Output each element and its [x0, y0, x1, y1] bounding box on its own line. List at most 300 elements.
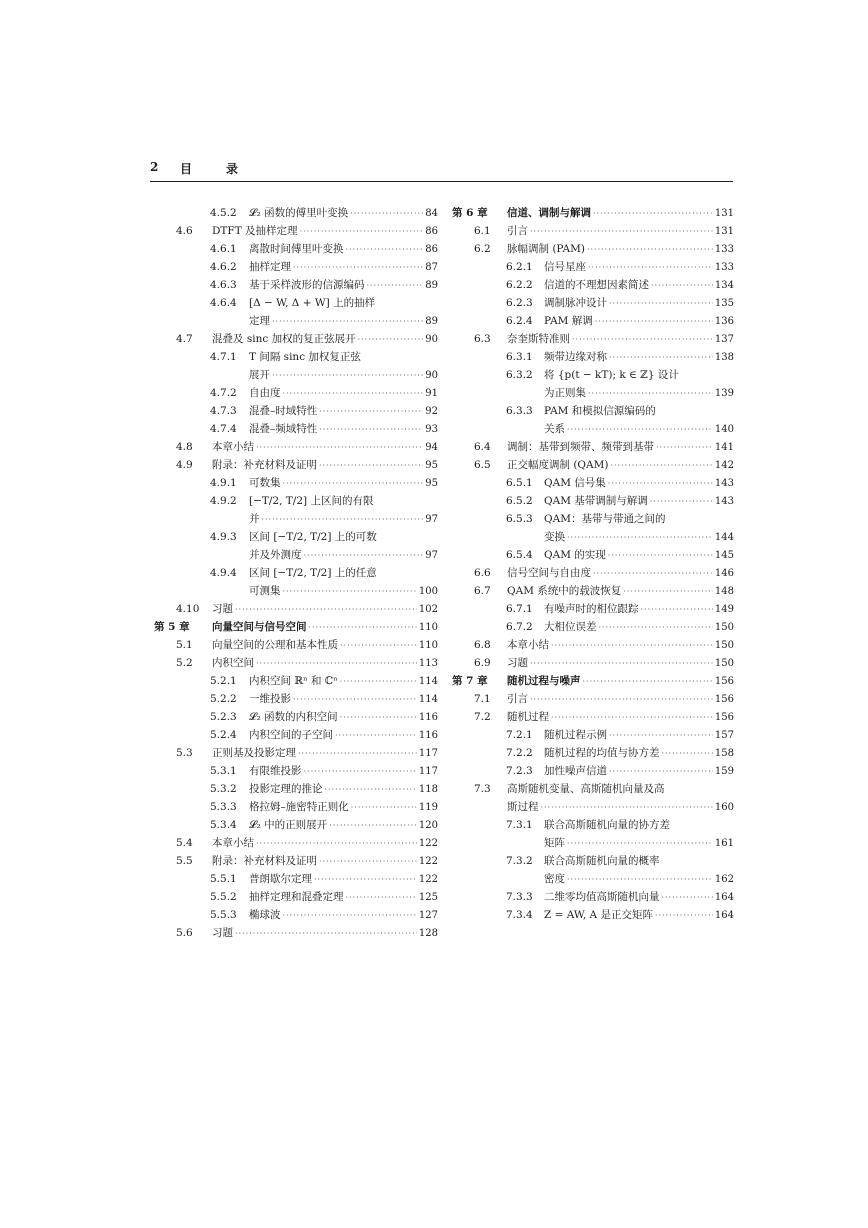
toc-entry[interactable] [154, 258, 438, 276]
toc-entry[interactable] [452, 672, 734, 690]
toc-entry[interactable] [452, 474, 734, 492]
toc-page-number: 141 [714, 442, 734, 453]
toc-entry-number: 6.5.3 [506, 513, 533, 525]
toc-entry-number: 7.3.4 [506, 909, 533, 921]
toc-page-number: 144 [714, 532, 734, 543]
toc-entry[interactable] [452, 600, 734, 618]
toc-entry-number: 7.1 [474, 693, 491, 705]
toc-entry-number: 4.7.3 [210, 405, 237, 417]
toc-leader-dots [329, 817, 417, 835]
toc-entry[interactable] [452, 204, 734, 222]
toc-right-column [452, 204, 734, 924]
toc-entry-title: 普朗歇尔定理 [249, 873, 312, 885]
toc-leader-dots [283, 907, 417, 925]
toc-entry-number: 4.7 [176, 333, 193, 345]
toc-entry-number: 5.6 [176, 927, 193, 939]
toc-page-number: 86 [425, 226, 438, 237]
toc-page-number: 133 [714, 244, 734, 255]
toc-leader-dots [608, 547, 713, 565]
toc-entry-title: QAM 系统中的载波恢复 [507, 585, 622, 597]
toc-entry[interactable] [452, 240, 734, 258]
toc-entry-number: 5.3.4 [210, 819, 237, 831]
toc-page-number: 118 [418, 784, 438, 795]
toc-entry-title: QAM 信号集 [544, 477, 606, 489]
toc-entry[interactable] [154, 600, 438, 618]
toc-page-number: 116 [418, 712, 438, 723]
toc-entry-number: 4.9.3 [210, 531, 237, 543]
toc-page-number: 143 [714, 496, 734, 507]
toc-entry-number: 6.7.1 [506, 603, 533, 615]
toc-entry-title: 区间 [−T/2, T/2] 上的可数 [249, 531, 377, 543]
toc-entry-title: 信号星座 [544, 261, 586, 273]
toc-entry[interactable] [154, 348, 438, 384]
toc-entry-title: 展开 [249, 369, 270, 381]
toc-leader-dots [351, 799, 417, 817]
toc-entry[interactable] [154, 654, 438, 672]
toc-leader-dots [256, 439, 423, 457]
toc-entry-title: 脉幅调制 (PAM) [507, 243, 585, 255]
toc-page-number: 97 [425, 514, 438, 525]
toc-leader-dots [319, 403, 423, 421]
toc-leader-dots [300, 223, 424, 241]
toc-entry[interactable] [452, 510, 734, 546]
toc-entry-number: 4.6.3 [210, 279, 237, 291]
toc-page-number: 84 [425, 208, 438, 219]
toc-entry[interactable] [154, 834, 438, 852]
toc-page-number: 150 [714, 640, 734, 651]
toc-entry-title: 信号空间与自由度 [507, 567, 591, 579]
toc-leader-dots [608, 475, 713, 493]
toc-leader-dots [651, 277, 713, 295]
toc-entry[interactable] [154, 474, 438, 492]
toc-entry-title: 联合高斯随机向量的概率 [544, 855, 660, 867]
toc-entry-title: 向量空间与信号空间 [212, 621, 307, 633]
toc-page-number: 148 [714, 586, 734, 597]
toc-entry-title: 𝓛₂ 函数的内积空间 [249, 711, 338, 723]
toc-leader-dots [567, 529, 713, 547]
toc-entry-title: [Δ − W, Δ + W] 上的抽样 [249, 297, 376, 309]
toc-entry-number: 5.5.3 [210, 909, 237, 921]
toc-leader-dots [609, 295, 713, 313]
toc-entry-title: 变换 [544, 531, 565, 543]
toc-entry-title: 格拉姆–施密特正则化 [249, 801, 349, 813]
toc-entry-title: 信道、调制与解调 [507, 207, 591, 219]
toc-entry-title: 引言 [507, 693, 528, 705]
toc-entry[interactable] [154, 222, 438, 240]
toc-entry[interactable] [452, 492, 734, 510]
toc-page-number: 116 [418, 730, 438, 741]
toc-entry-title: 习题 [212, 603, 233, 615]
toc-entry-title: QAM：基带与带通之间的 [544, 513, 666, 525]
toc-entry-number: 4.10 [176, 603, 200, 615]
toc-leader-dots [650, 493, 713, 511]
toc-entry-number: 5.5 [176, 855, 193, 867]
toc-entry-title: 随机过程 [507, 711, 549, 723]
toc-entry[interactable] [154, 798, 438, 816]
toc-entry-title: 调制脉冲设计 [544, 297, 607, 309]
toc-leader-dots [298, 745, 417, 763]
toc-entry-number: 7.2 [474, 711, 491, 723]
toc-entry-number: 5.2.1 [210, 675, 237, 687]
toc-leader-dots [551, 637, 713, 655]
toc-leader-dots [530, 223, 713, 241]
toc-entry[interactable] [154, 888, 438, 906]
toc-entry-number: 5.2.4 [210, 729, 237, 741]
toc-entry-title: 𝓛₂ 中的正则展开 [249, 819, 328, 831]
toc-entry[interactable] [154, 690, 438, 708]
toc-leader-dots [335, 727, 417, 745]
toc-entry[interactable] [452, 402, 734, 438]
toc-entry[interactable] [452, 456, 734, 474]
toc-entry-title: QAM 基带调制与解调 [544, 495, 648, 507]
toc-entry-number: 6.5.4 [506, 549, 533, 561]
toc-leader-dots [583, 673, 713, 691]
toc-entry-number: 7.3.1 [506, 819, 533, 831]
toc-entry[interactable] [154, 744, 438, 762]
toc-page-number: 156 [714, 712, 734, 723]
toc-page-number: 125 [418, 892, 438, 903]
toc-entry-number: 第 7 章 [452, 675, 488, 687]
toc-entry[interactable] [452, 222, 734, 240]
toc-entry[interactable] [154, 780, 438, 798]
toc-leader-dots [325, 781, 417, 799]
toc-entry[interactable] [452, 744, 734, 762]
toc-page-number: 91 [425, 388, 438, 399]
toc-page-number: 95 [425, 478, 438, 489]
toc-entry-title: 向量空间的公理和基本性质 [212, 639, 338, 651]
toc-page-number: 110 [418, 622, 438, 633]
toc-entry-title: 斯过程 [507, 801, 539, 813]
toc-entry[interactable] [154, 852, 438, 870]
toc-leader-dots [595, 313, 713, 331]
toc-entry[interactable] [452, 366, 734, 402]
toc-leader-dots [530, 655, 713, 673]
toc-entry-number: 4.6.2 [210, 261, 237, 273]
toc-entry[interactable] [154, 906, 438, 924]
toc-page-number: 97 [425, 550, 438, 561]
toc-entry-title: 抽样定理 [249, 261, 291, 273]
toc-entry[interactable] [452, 762, 734, 780]
toc-leader-dots [256, 655, 417, 673]
toc-entry-number: 6.5.1 [506, 477, 533, 489]
toc-page-number: 128 [418, 928, 438, 939]
toc-entry-number: 6.3.1 [506, 351, 533, 363]
toc-entry-title: 内积空间 [212, 657, 254, 669]
toc-entry-title: 引言 [507, 225, 528, 237]
toc-page-number: 122 [418, 838, 438, 849]
toc-leader-dots [358, 331, 424, 349]
toc-page-number: 119 [418, 802, 438, 813]
toc-entry[interactable] [154, 456, 438, 474]
toc-entry-title: 𝓛₂ 函数的傅里叶变换 [249, 207, 349, 219]
toc-page-number: 86 [425, 244, 438, 255]
toc-page-number: 114 [418, 694, 438, 705]
toc-entry-number: 6.2.4 [506, 315, 533, 327]
toc-leader-dots [593, 565, 713, 583]
toc-entry-number: 4.7.2 [210, 387, 237, 399]
toc-leader-dots [587, 241, 713, 259]
toc-entry-title: PAM 解调 [544, 315, 593, 327]
toc-leader-dots [304, 547, 424, 565]
toc-page-number: 92 [425, 406, 438, 417]
toc-leader-dots [319, 457, 423, 475]
toc-entry-title: 并 [249, 513, 260, 525]
toc-entry[interactable] [154, 816, 438, 834]
toc-entry[interactable] [154, 636, 438, 654]
toc-entry[interactable] [452, 564, 734, 582]
toc-page-number: 143 [714, 478, 734, 489]
toc-entry-title: 本章小结 [507, 639, 549, 651]
toc-entry-title: 密度 [544, 873, 565, 885]
toc-entry-title: 内积空间的子空间 [249, 729, 333, 741]
header-title-char-2: 录 [226, 162, 239, 176]
toc-entry-title: 本章小结 [212, 441, 254, 453]
toc-entry-title: 椭球波 [249, 909, 281, 921]
toc-leader-dots [319, 853, 417, 871]
toc-entry-title: 大相位误差 [544, 621, 597, 633]
toc-leader-dots [235, 601, 417, 619]
toc-entry-title: 附录：补充材料及证明 [212, 459, 317, 471]
toc-page-number: 137 [714, 334, 734, 345]
toc-leader-dots [567, 421, 713, 439]
toc-entry[interactable] [452, 330, 734, 348]
toc-entry[interactable] [154, 294, 438, 330]
toc-page-number: 117 [418, 748, 438, 759]
toc-entry-number: 5.5.1 [210, 873, 237, 885]
toc-entry-title: 正交幅度调制 (QAM) [507, 459, 609, 471]
toc-leader-dots [340, 637, 417, 655]
toc-entry[interactable] [154, 870, 438, 888]
toc-entry-title: 附录：补充材料及证明 [212, 855, 317, 867]
toc-leader-dots [256, 835, 417, 853]
toc-entry[interactable] [154, 762, 438, 780]
toc-entry[interactable] [154, 402, 438, 420]
toc-page-number: 113 [418, 658, 438, 669]
header-title-char-1: 目 [180, 162, 193, 176]
toc-entry-number: 第 5 章 [154, 621, 190, 633]
toc-entry-title: 本章小结 [212, 837, 254, 849]
toc-entry-number: 6.9 [474, 657, 491, 669]
toc-entry[interactable] [452, 852, 734, 888]
running-header [150, 160, 732, 180]
toc-entry-number: 7.3.2 [506, 855, 533, 867]
toc-entry-title: 一维投影 [249, 693, 291, 705]
toc-entry-number: 4.6.4 [210, 297, 237, 309]
toc-entry[interactable] [452, 546, 734, 564]
toc-entry-title: 混叠–频域特性 [249, 423, 318, 435]
toc-leader-dots [641, 601, 713, 619]
toc-entry-number: 5.5.2 [210, 891, 237, 903]
toc-leader-dots [319, 421, 423, 439]
toc-leader-dots [367, 277, 424, 295]
toc-leader-dots [662, 745, 713, 763]
toc-entry[interactable] [452, 312, 734, 330]
toc-entry[interactable] [154, 672, 438, 690]
toc-leader-dots [572, 331, 713, 349]
toc-entry-number: 7.2.1 [506, 729, 533, 741]
toc-entry-number: 6.7.2 [506, 621, 533, 633]
toc-page-number: 89 [425, 316, 438, 327]
toc-page-number: 131 [714, 226, 734, 237]
toc-entry-title: DTFT 及抽样定理 [212, 225, 298, 237]
toc-entry-number: 6.3.3 [506, 405, 533, 417]
toc-leader-dots [293, 691, 417, 709]
toc-leader-dots [567, 835, 713, 853]
toc-entry[interactable] [154, 438, 438, 456]
header-rule [150, 181, 733, 182]
toc-entry-title: T 间隔 sinc 加权复正弦 [249, 351, 361, 363]
toc-entry[interactable] [154, 420, 438, 438]
toc-entry-title: 矩阵 [544, 837, 565, 849]
toc-entry[interactable] [154, 240, 438, 258]
toc-entry[interactable] [452, 780, 734, 816]
toc-entry[interactable] [452, 294, 734, 312]
toc-entry-number: 5.3 [176, 747, 193, 759]
toc-page-number: 159 [714, 766, 734, 777]
toc-entry-title: 并及外测度 [249, 549, 302, 561]
toc-entry-number: 6.2.2 [506, 279, 533, 291]
toc-entry-number: 6.3.2 [506, 369, 533, 381]
toc-page-number: 133 [714, 262, 734, 273]
toc-entry-number: 6.2.3 [506, 297, 533, 309]
toc-page-number: 102 [418, 604, 438, 615]
toc-entry-title: 混叠–时域特性 [249, 405, 318, 417]
toc-entry-number: 6.6 [474, 567, 491, 579]
toc-leader-dots [346, 889, 417, 907]
toc-entry[interactable] [452, 258, 734, 276]
toc-leader-dots [283, 475, 424, 493]
toc-entry[interactable] [452, 636, 734, 654]
toc-entry-title: 信道的不理想因素简述 [544, 279, 649, 291]
toc-page-number: 164 [714, 910, 734, 921]
toc-page-number: 149 [714, 604, 734, 615]
toc-entry[interactable] [452, 726, 734, 744]
toc-entry-number: 4.9 [176, 459, 193, 471]
toc-entry-title: 有限维投影 [249, 765, 302, 777]
toc-entry[interactable] [154, 330, 438, 348]
toc-entry[interactable] [154, 384, 438, 402]
toc-leader-dots [610, 457, 712, 475]
toc-entry[interactable] [154, 564, 438, 600]
toc-leader-dots [530, 691, 713, 709]
toc-leader-dots [346, 241, 424, 259]
toc-entry[interactable] [154, 726, 438, 744]
toc-entry-title: 自由度 [249, 387, 281, 399]
toc-page-number: 150 [714, 622, 734, 633]
toc-leader-dots [309, 619, 417, 637]
toc-page-number: 95 [425, 460, 438, 471]
toc-entry-number: 5.4 [176, 837, 193, 849]
toc-entry-number: 6.2.1 [506, 261, 533, 273]
toc-leader-dots [662, 889, 713, 907]
toc-entry-title: 可测集 [249, 585, 281, 597]
toc-entry-number: 7.2.3 [506, 765, 533, 777]
toc-page-number: 122 [418, 856, 438, 867]
toc-page-number: 117 [418, 766, 438, 777]
toc-entry[interactable] [154, 276, 438, 294]
toc-page-number: 122 [418, 874, 438, 885]
toc-page-number: 161 [714, 838, 734, 849]
toc-page-number: 138 [714, 352, 734, 363]
toc-entry-title: 可数集 [249, 477, 281, 489]
toc-page-number: 156 [714, 676, 734, 687]
toc-entry-number: 7.3.3 [506, 891, 533, 903]
toc-entry-title: 随机过程的均值与协方差 [544, 747, 660, 759]
toc-entry-number: 4.8 [176, 441, 193, 453]
toc-entry[interactable] [452, 708, 734, 726]
toc-page-number: 160 [714, 802, 734, 813]
toc-leader-dots [350, 205, 423, 223]
toc-entry-number: 6.5 [474, 459, 491, 471]
toc-entry[interactable] [154, 528, 438, 564]
toc-page-number: 87 [425, 262, 438, 273]
toc-entry[interactable] [452, 618, 734, 636]
toc-entry-title: PAM 和模拟信源编码的 [544, 405, 656, 417]
toc-leader-dots [293, 259, 423, 277]
toc-entry-title: QAM 的实现 [544, 549, 606, 561]
toc-entry[interactable] [154, 924, 438, 942]
toc-entry-title: 内积空间 ℝⁿ 和 ℂⁿ [249, 675, 338, 687]
toc-entry-number: 6.5.2 [506, 495, 533, 507]
toc-entry[interactable] [154, 492, 438, 528]
toc-page-number: 134 [714, 280, 734, 291]
toc-page-number: 120 [418, 820, 438, 831]
toc-entry[interactable] [452, 816, 734, 852]
toc-entry[interactable] [452, 654, 734, 672]
toc-entry-title: 基于采样波形的信源编码 [249, 279, 365, 291]
toc-entry[interactable] [452, 582, 734, 600]
toc-entry-number: 4.7.1 [210, 351, 237, 363]
toc-entry-title: 随机过程与噪声 [507, 675, 581, 687]
toc-page-number: 139 [714, 388, 734, 399]
toc-entry-title: 投影定理的推论 [249, 783, 323, 795]
toc-entry-number: 5.2.3 [210, 711, 237, 723]
toc-page-number: 90 [425, 334, 438, 345]
toc-entry[interactable] [452, 906, 734, 924]
toc-page-number: 135 [714, 298, 734, 309]
toc-page-number: 131 [714, 208, 734, 219]
toc-leader-dots [262, 511, 424, 529]
toc-entry-title: 有噪声时的相位跟踪 [544, 603, 639, 615]
toc-page-number: 94 [425, 442, 438, 453]
toc-page-number: 110 [418, 640, 438, 651]
toc-leader-dots [623, 583, 713, 601]
toc-entry-number: 4.9.2 [210, 495, 237, 507]
toc-leader-dots [235, 925, 417, 943]
toc-entry[interactable] [452, 888, 734, 906]
toc-leader-dots [541, 799, 713, 817]
toc-entry[interactable] [452, 276, 734, 294]
toc-entry-title: 频带边缘对称 [544, 351, 607, 363]
toc-entry[interactable] [452, 438, 734, 456]
toc-page-number: 140 [714, 424, 734, 435]
toc-entry[interactable] [452, 690, 734, 708]
toc-entry-title: 定理 [249, 315, 270, 327]
toc-entry-title: [−T/2, T/2] 上区间的有限 [249, 495, 374, 507]
toc-entry-title: 抽样定理和混叠定理 [249, 891, 344, 903]
toc-leader-dots [599, 619, 713, 637]
toc-entry[interactable] [154, 618, 438, 636]
toc-page-number: 162 [714, 874, 734, 885]
toc-entry[interactable] [452, 348, 734, 366]
toc-page-number: 156 [714, 694, 734, 705]
toc-entry-title: Z = AW, A 是正交矩阵 [544, 909, 653, 921]
toc-leader-dots [283, 583, 417, 601]
toc-entry[interactable] [154, 204, 438, 222]
toc-page-number: 89 [425, 280, 438, 291]
toc-page-number: 145 [714, 550, 734, 561]
toc-entry[interactable] [154, 708, 438, 726]
